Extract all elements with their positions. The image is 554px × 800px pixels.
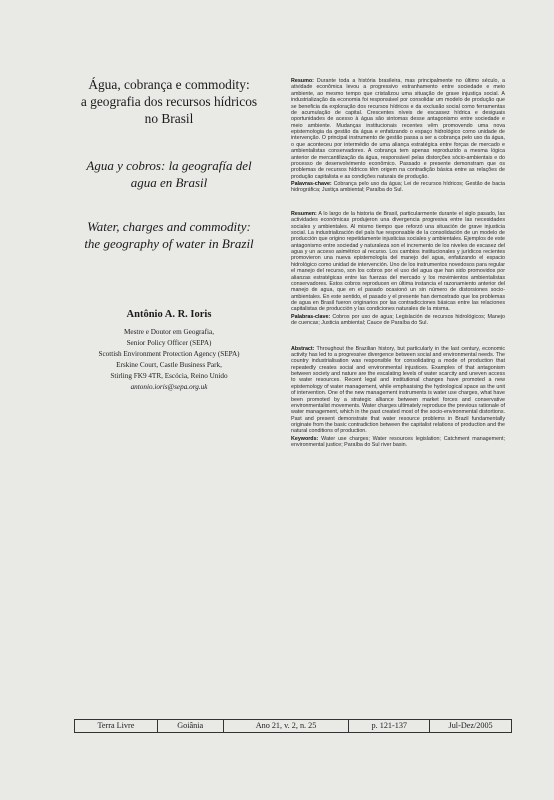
affiliation-line: Erskine Court, Castle Business Park, bbox=[116, 361, 222, 369]
resumen-label: Resumen: bbox=[291, 210, 317, 217]
footer-city: Goiânia bbox=[157, 720, 223, 732]
title-spanish bbox=[58, 157, 280, 191]
footer-date: Jul-Dez/2005 bbox=[429, 720, 511, 732]
resumo-label: Resumo: bbox=[291, 78, 314, 84]
title-block bbox=[58, 76, 280, 393]
title-es-line: Agua y cobros: la geografía del bbox=[86, 158, 252, 173]
author-affiliation bbox=[58, 327, 280, 393]
title-en-line: Water, charges and commodity: bbox=[87, 219, 251, 234]
palabras-clave-text: Cobros por uso de agua; Legislación de recursos hidrológicos; Manejo de cuencas; Justicia ambiental; Cauce de Paraíba do Sul. bbox=[291, 313, 505, 327]
keywords-text: Water use charges; Water resources legislation; Catchment management; environmental justice; Paraíba do Sul river basin. bbox=[291, 435, 505, 449]
resumen-text: A lo largo de la historia de Brasil, particularmente durante el siglo pasado, las actividades económicas produjeron una divergencia progresiva entre las necesidades sociales y ambientales. Al mismo tiempo que reforzó una situación de grave injusticia social. La industrialización del país fue responsable de la consolidación de un modelo de producción que origino repetidamente injusticias sociales y ambientales. Ejemplos de este antagonismo entre sociedad y naturaleza son el incremento de los niveles de escasez del agua y un acceso asimétrico al recurso. Los cambios institucionales y jurídicos recientes promovieron una nueva epistemología del manejo del agua, enfatizando el espacio hidrológico como unidad de intervención. Uno de los instrumentos novedosos para regular el manejo del recurso, son los cobros por el uso del agua que han sido promovidos por alianzas estratégicas entre las fuerzas del mercado y los movimientos ambientalistas conservadores. Estos cobros reproducen en última instancia el razonamiento anterior del manejo de agua, que en el pasado ocasionó un sin número de distorsiones socio-ambientales. En este sentido, el pasado y el presente han demostrado que los problemas de agua en Brasil fueron originarios por las contradicciones básicas entre las relaciones capitalistas de producción y las condiciones naturales de la misma. bbox=[291, 210, 505, 313]
abstract-text: Throughout the Brazilian history, but particularly in the last century, economic activity has led to a progressive divergence between social and environmental needs. The country industrialisation was responsible for consolidating a mode of production that repeatedly creates social and environmental injustices. Examples of that antagonism between society and nature are the escalating levels of water scarcity and uneven access to water resources. Recent legal and institutional changes have promoted a new epistemology of water management, while emphasising the hydrological space as the unit of intervention. One of the new management instruments is water use charges, what have been promoted by a strategic alliance between market forces and conservative environmentalist movements. Water charges ultimately reproduce the previous rationale of water management, which in the past created most of the socio-environmental distortions. Past and present demonstrate that water resource problems in Brazil fundamentally originate from the basic contradiction between the capitalist relations of production and the natural conditions of production. bbox=[291, 345, 505, 435]
title-pt-line: no Brasil bbox=[144, 111, 194, 126]
abstract-label: Abstract: bbox=[291, 345, 315, 352]
author-name: Antônio A. R. Ioris bbox=[126, 309, 212, 320]
affiliation-line: Stirling FK9 4TR, Escócia, Reino Unido bbox=[110, 372, 228, 380]
abstracts-column bbox=[291, 78, 505, 449]
footer-volume: Ano 21, v. 2, n. 25 bbox=[223, 720, 349, 732]
keywords-english bbox=[291, 436, 505, 449]
footer-pages: p. 121-137 bbox=[348, 720, 429, 732]
title-pt-line: Água, cobrança e commodity: bbox=[88, 77, 250, 92]
abstract-english bbox=[291, 346, 505, 435]
resumen-spanish bbox=[291, 211, 505, 313]
palabras-clave-label: Palabras-clave: bbox=[291, 313, 331, 320]
journal-footer bbox=[74, 719, 512, 733]
author-email: antonio.ioris@sepa.org.uk bbox=[130, 383, 208, 391]
title-es-line: agua en Brasil bbox=[130, 175, 208, 190]
affiliation-line: Mestre e Doutor em Geografia, bbox=[123, 328, 214, 336]
resumo-text: Durante toda a história brasileira, mas principalmente no último século, a atividade econômica levou a progressivo estranhamento entre sociedade e meio ambiente, ao mesmo tempo que cristalizou uma situação de grave injustiça social. A industrialização da economia foi responsável por consolidar um modelo de produção que se beneficia da exploração dos recursos hídricos e da exclusão social como ferramentas de acumulação de capital. Crescentes níveis de escassez hídrica e desiguais oportunidades de acesso à água são sintomas desse antagonismo entre sociedade e meio ambiente. Mudanças institucionais recentes vêm promovendo uma nova epistemologia da gestão da água e enfatizando o espaço hidrológico como unidade de intervenção. O principal instrumento de gestão passa a ser a cobrança pelo uso da água, o que aconteceu por intermédio de uma aliança estratégica entre forças de mercado e ambientalistas conservadores. A cobrança tem apenas reproduzido a mesma lógica anterior de mercantilização da água, responsável pelas distorções sócio-ambientais e do processo de desenvolvimento econômico. Passado e presente demonstram que os problemas de recursos hídricos têm origem na contradição básica entre as relações de produção capitalista e as condições naturais de produção. bbox=[291, 78, 505, 180]
keywords-portuguese bbox=[291, 181, 505, 194]
resumo-portuguese bbox=[291, 78, 505, 180]
footer-journal: Terra Livre bbox=[97, 721, 135, 730]
affiliation-line: Scottish Environment Protection Agency (SEPA) bbox=[98, 350, 240, 358]
keywords-label: Keywords: bbox=[291, 435, 319, 442]
title-en-line: the geography of water in Brazil bbox=[84, 236, 254, 251]
palavras-chave-label: Palavras-chave: bbox=[291, 181, 332, 187]
title-portuguese bbox=[58, 76, 280, 127]
palavras-chave-text: Cobrança pelo uso da água; Lei de recursos hídricos; Gestão de bacia hidrográfica; Justiça ambiental; Paraíba do Sul. bbox=[291, 181, 505, 194]
keywords-spanish bbox=[291, 314, 505, 327]
title-pt-line: a geografia dos recursos hídricos bbox=[80, 94, 258, 109]
title-english bbox=[58, 218, 280, 252]
affiliation-line: Senior Policy Officer (SEPA) bbox=[126, 339, 212, 347]
